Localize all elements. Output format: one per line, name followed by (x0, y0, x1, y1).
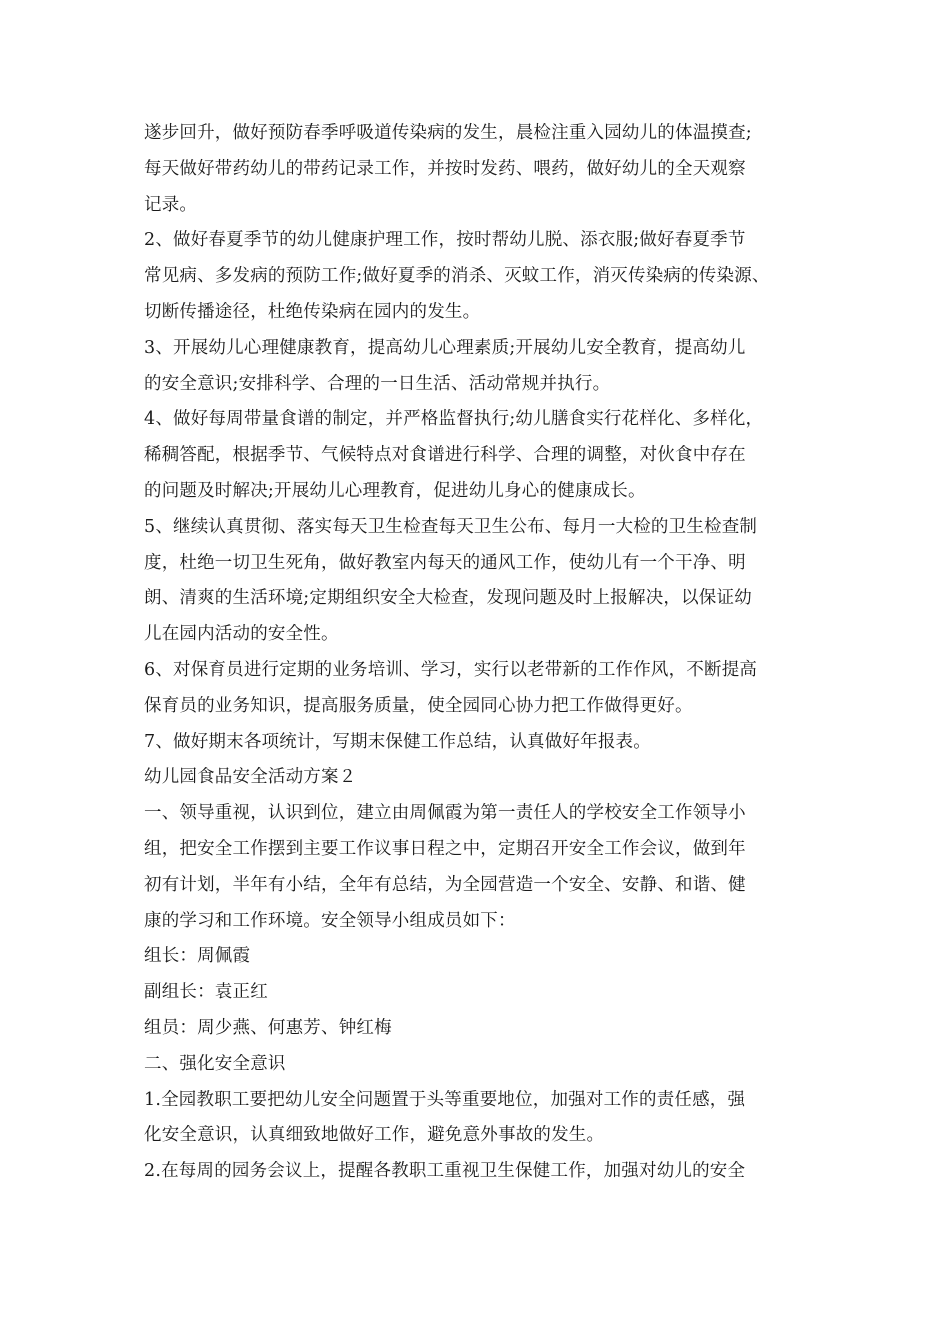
text-line: 3、开展幼儿心理健康教育，提高幼儿心理素质;开展幼儿安全教育，提高幼儿 (144, 337, 746, 358)
text-line: 化安全意识，认真细致地做好工作，避免意外事故的发生。 (144, 1125, 605, 1146)
text-line: 二、强化安全意识 (144, 1053, 286, 1074)
text-line: 切断传播途径，杜绝传染病在园内的发生。 (144, 301, 481, 322)
text-line: 2、做好春夏季节的幼儿健康护理工作，按时帮幼儿脱、添衣服;做好春夏季节 (144, 230, 746, 251)
text-line: 朗、清爽的生活环境;定期组织安全大检查，发现问题及时上报解决，以保证幼 (144, 588, 752, 609)
text-line: 5、继续认真贯彻、落实每天卫生检查每天卫生公布、每月一大检的卫生检查制 (144, 516, 758, 537)
text-line: 1.全园教职工要把幼儿安全问题置于头等重要地位，加强对工作的责任感，强 (144, 1089, 746, 1110)
text-line: 组员：周少燕、何惠芳、钟红梅 (144, 1017, 392, 1038)
text-line: 4、做好每周带量食谱的制定，并严格监督执行;幼儿膳食实行花样化、多样化， (144, 409, 764, 430)
text-line: 儿在园内活动的安全性。 (144, 624, 339, 645)
text-line: 保育员的业务知识，提高服务质量，使全园同心协力把工作做得更好。 (144, 695, 693, 716)
text-line: 度，杜绝一切卫生死角，做好教室内每天的通风工作，使幼儿有一个干净、明 (144, 552, 746, 573)
text-line: 2.在每周的园务会议上，提醒各教职工重视卫生保健工作，加强对幼儿的安全 (144, 1161, 746, 1182)
text-line: 记录。 (144, 194, 198, 215)
text-line: 遂步回升，做好预防春季呼吸道传染病的发生，晨检注重入园幼儿的体温摸查; (144, 123, 752, 143)
text-line: 6、对保育员进行定期的业务培训、学习，实行以老带新的工作作风，不断提高 (144, 659, 758, 680)
text-line: 副组长：袁正红 (144, 982, 268, 1003)
text-line: 组长：周佩霞 (144, 946, 251, 967)
text-line: 康的学习和工作环境。安全领导小组成员如下： (144, 910, 516, 931)
text-line: 7、做好期末各项统计，写期末保健工作总结，认真做好年报表。 (144, 731, 651, 752)
text-line: 每天做好带药幼儿的带药记录工作，并按时发药、喂药，做好幼儿的全天观察 (144, 158, 746, 179)
text-line: 一、领导重视，认识到位，建立由周佩霞为第一责任人的学校安全工作领导小 (144, 803, 746, 824)
text-line: 的问题及时解决;开展幼儿心理教育，促进幼儿身心的健康成长。 (144, 480, 646, 501)
text-line: 的安全意识;安排科学、合理的一日生活、活动常规并执行。 (144, 373, 611, 394)
document-body (144, 116, 816, 1190)
text-line: 常见病、多发病的预防工作;做好夏季的消杀、灭蚊工作，消灭传染病的传染源、 (144, 266, 770, 287)
text-line: 组，把安全工作摆到主要工作议事日程之中，定期召开安全工作会议，做到年 (144, 838, 746, 859)
text-line: 初有计划，半年有小结，全年有总结，为全园营造一个安全、安静、和谐、健 (144, 874, 746, 895)
section-heading: 幼儿园食品安全活动方案２ (144, 767, 357, 788)
text-line: 稀稠答配，根据季节、气候特点对食谱进行科学、合理的调整，对伙食中存在 (144, 445, 746, 466)
